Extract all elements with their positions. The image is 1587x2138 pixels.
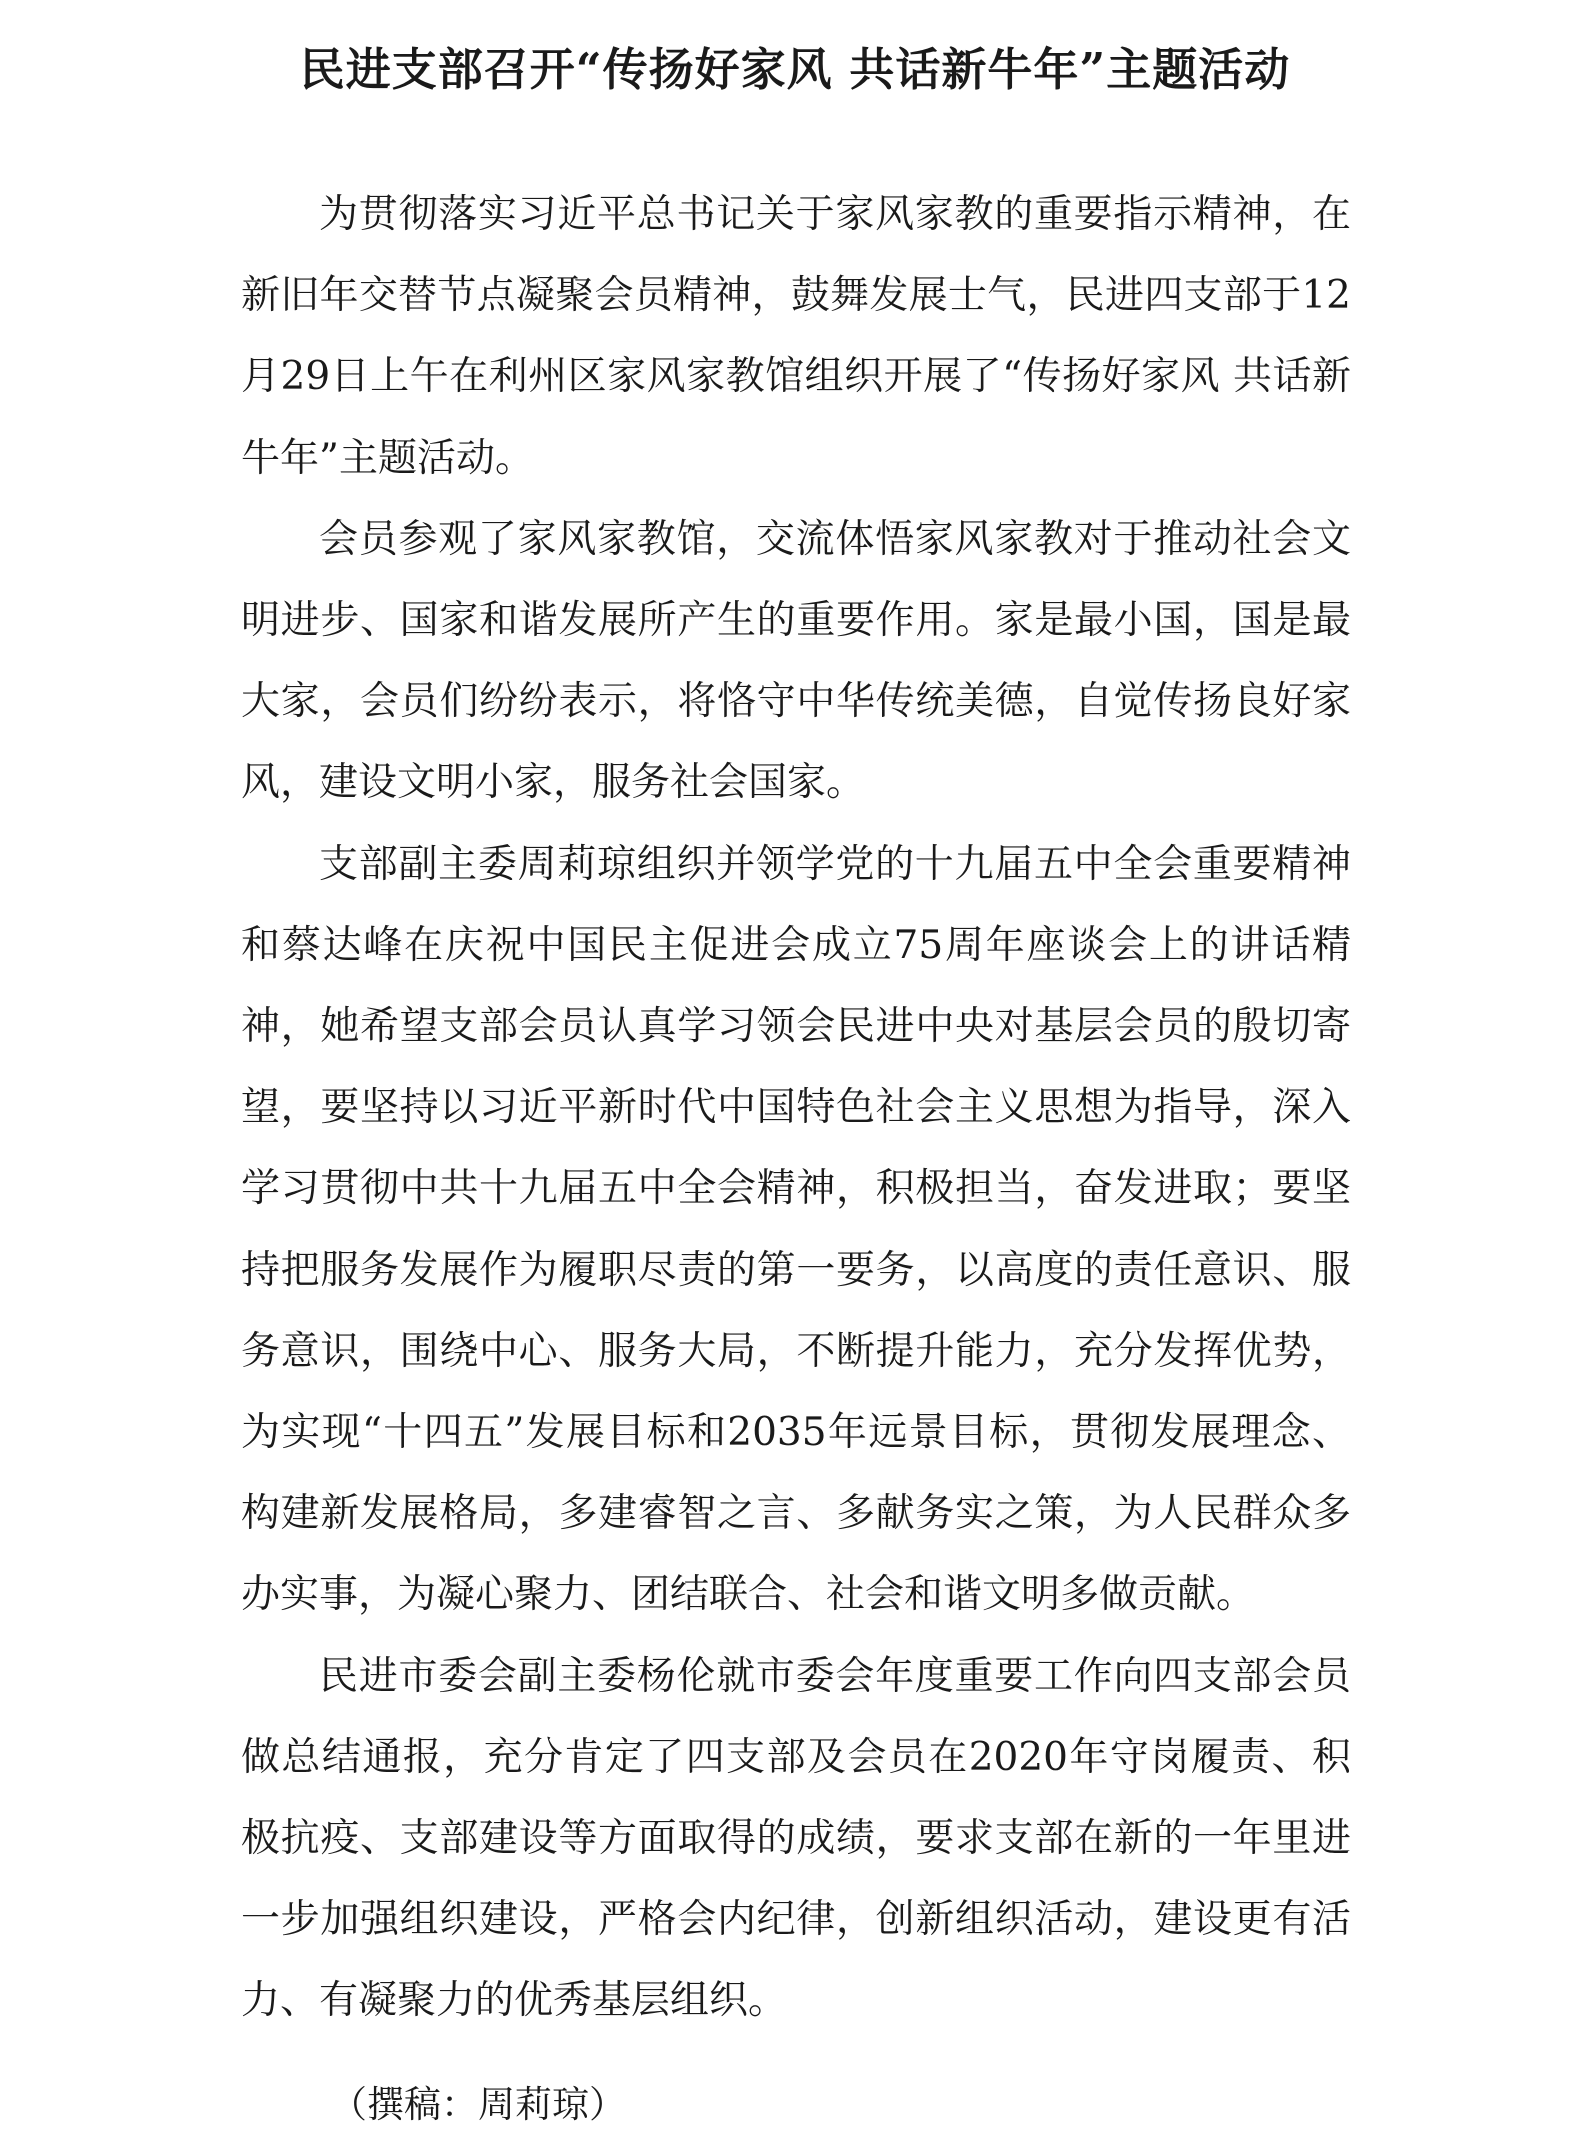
- article-title: 民进支部召开“传扬好家风 共话新牛年”主题活动: [299, 43, 1291, 97]
- author-byline: （撰稿：周莉琼）: [330, 2083, 626, 2126]
- article-body: [241, 174, 1351, 2042]
- paragraph-3: 支部副主委周莉琼组织并领学党的十九届五中全会重要精神和蔡达峰在庆祝中国民主促进会成立75周年座谈会上的讲话精神，她希望支部会员认真学习领会民进中央对基层会员的殷切寄望，要坚持以习近平新时代中国特色社会主义思想为指导，深入学习贯彻中共十九届五中全会精神，积极担当，奋发进取；要坚持把服务发展作为履职尽责的第一要务，以高度的责任意识、服务意识，围绕中心、服务大局，不断提升能力，充分发挥优势，为实现“十四五”发展目标和2035年远景目标，贯彻发展理念、构建新发展格局，多建睿智之言、多献务实之策，为人民群众多办实事，为凝心聚力、团结联合、社会和谐文明多做贡献。: [241, 841, 1351, 1618]
- paragraph-4: 民进市委会副主委杨伦就市委会年度重要工作向四支部会员做总结通报，充分肯定了四支部及会员在2020年守岗履责、积极抗疫、支部建设等方面取得的成绩，要求支部在新的一年里进一步加强组织建设，严格会内纪律，创新组织活动，建设更有活力、有凝聚力的优秀基层组织。: [241, 1653, 1351, 2024]
- paragraph-1: 为贯彻落实习近平总书记关于家风家教的重要指示精神，在新旧年交替节点凝聚会员精神，鼓舞发展士气，民进四支部于12月29日上午在利州区家风家教馆组织开展了“传扬好家风 共话新牛年”主题活动。: [241, 192, 1351, 481]
- paragraph-2: 会员参观了家风家教馆，交流体悟家风家教对于推动社会文明进步、国家和谐发展所产生的重要作用。家是最小国，国是最大家，会员们纷纷表示，将恪守中华传统美德，自觉传扬良好家风，建设文明小家，服务社会国家。: [241, 516, 1351, 806]
